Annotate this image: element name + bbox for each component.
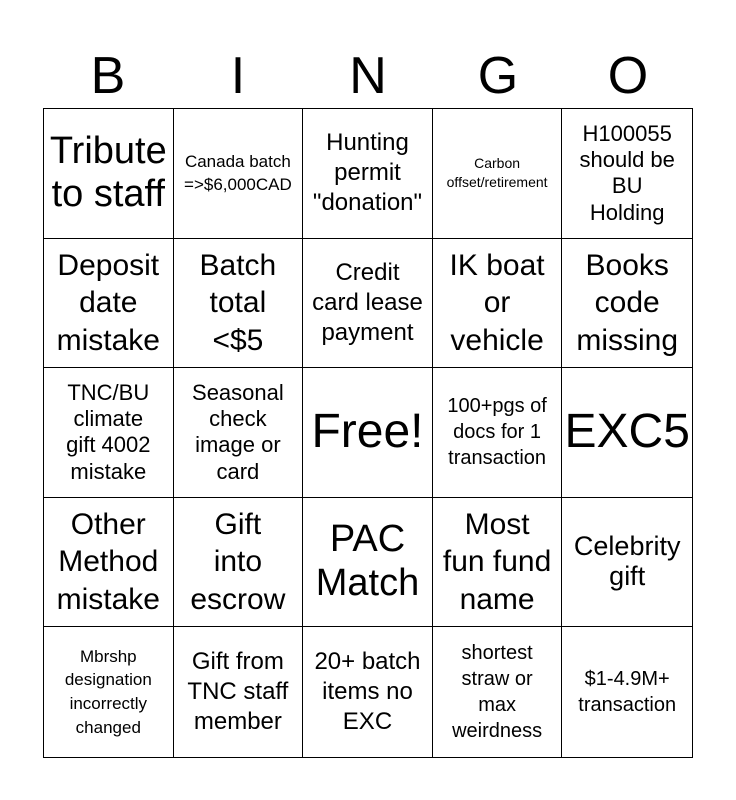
cell-text: shortest straw or max weirdness <box>452 642 543 743</box>
bingo-cell[interactable] <box>303 498 433 628</box>
cell-text: Other Method mistake <box>56 507 160 616</box>
cell-text: Tribute to staff <box>49 129 167 216</box>
bingo-cell[interactable] <box>44 368 174 498</box>
cell-text: Books code missing <box>576 248 679 357</box>
cell-text: Carbon offset/retirement <box>446 154 548 191</box>
bingo-cell[interactable] <box>562 109 692 239</box>
bingo-board <box>43 108 693 758</box>
bingo-cell[interactable] <box>562 239 692 369</box>
cell-text: Hunting permit "donation" <box>312 129 423 217</box>
bingo-cell[interactable] <box>562 627 692 757</box>
cell-text: Gift from TNC staff member <box>187 648 289 736</box>
cell-text: Gift into escrow <box>190 507 286 616</box>
free-space: Free! <box>311 405 424 459</box>
bingo-cell[interactable] <box>433 498 563 628</box>
header-letter-g: G <box>477 47 519 105</box>
cell-text: Seasonal check image or card <box>192 379 284 484</box>
bingo-cell[interactable] <box>433 368 563 498</box>
bingo-cell[interactable] <box>44 498 174 628</box>
cell-text: Celebrity gift <box>573 531 681 592</box>
bingo-cell[interactable] <box>174 109 304 239</box>
cell-text: IK boat or vehicle <box>449 248 545 357</box>
header-letter-n: N <box>349 47 387 105</box>
header-letter-b: B <box>90 47 126 105</box>
bingo-cell[interactable] <box>174 498 304 628</box>
cell-text: PAC Match <box>315 518 420 605</box>
bingo-cell[interactable] <box>44 627 174 757</box>
bingo-cell[interactable] <box>44 109 174 239</box>
cell-text: 100+pgs of docs for 1 transaction <box>447 395 547 470</box>
cell-text: TNC/BU climate gift 4002 mistake <box>66 379 151 484</box>
cell-text: 20+ batch items no EXC <box>314 648 421 736</box>
bingo-cell[interactable] <box>562 498 692 628</box>
cell-text: Most fun fund name <box>442 507 552 616</box>
header-letter-i: I <box>230 47 246 105</box>
cell-text: Batch total <$5 <box>199 248 277 357</box>
bingo-header <box>43 44 693 108</box>
cell-text: Mbrshp designation incorrectly changed <box>64 646 152 737</box>
bingo-cell[interactable] <box>174 239 304 369</box>
bingo-cell[interactable] <box>44 239 174 369</box>
bingo-cell[interactable] <box>303 239 433 369</box>
bingo-cell[interactable] <box>303 109 433 239</box>
cell-text: $1-4.9M+ transaction <box>578 668 677 717</box>
cell-text: Deposit date mistake <box>56 248 160 357</box>
cell-text: H100055 should be BU Holding <box>579 120 675 225</box>
bingo-cell[interactable] <box>303 627 433 757</box>
header-letter-o: O <box>607 47 649 105</box>
bingo-cell[interactable] <box>562 368 692 498</box>
bingo-cell[interactable] <box>433 627 563 757</box>
cell-text: Credit card lease payment <box>312 258 423 346</box>
bingo-cell[interactable] <box>303 368 433 498</box>
cell-text: Canada batch =>$6,000CAD <box>184 151 292 195</box>
bingo-cell[interactable] <box>433 109 563 239</box>
cell-text: EXC5 <box>564 405 690 459</box>
bingo-cell[interactable] <box>433 239 563 369</box>
bingo-cell[interactable] <box>174 627 304 757</box>
bingo-cell[interactable] <box>174 368 304 498</box>
